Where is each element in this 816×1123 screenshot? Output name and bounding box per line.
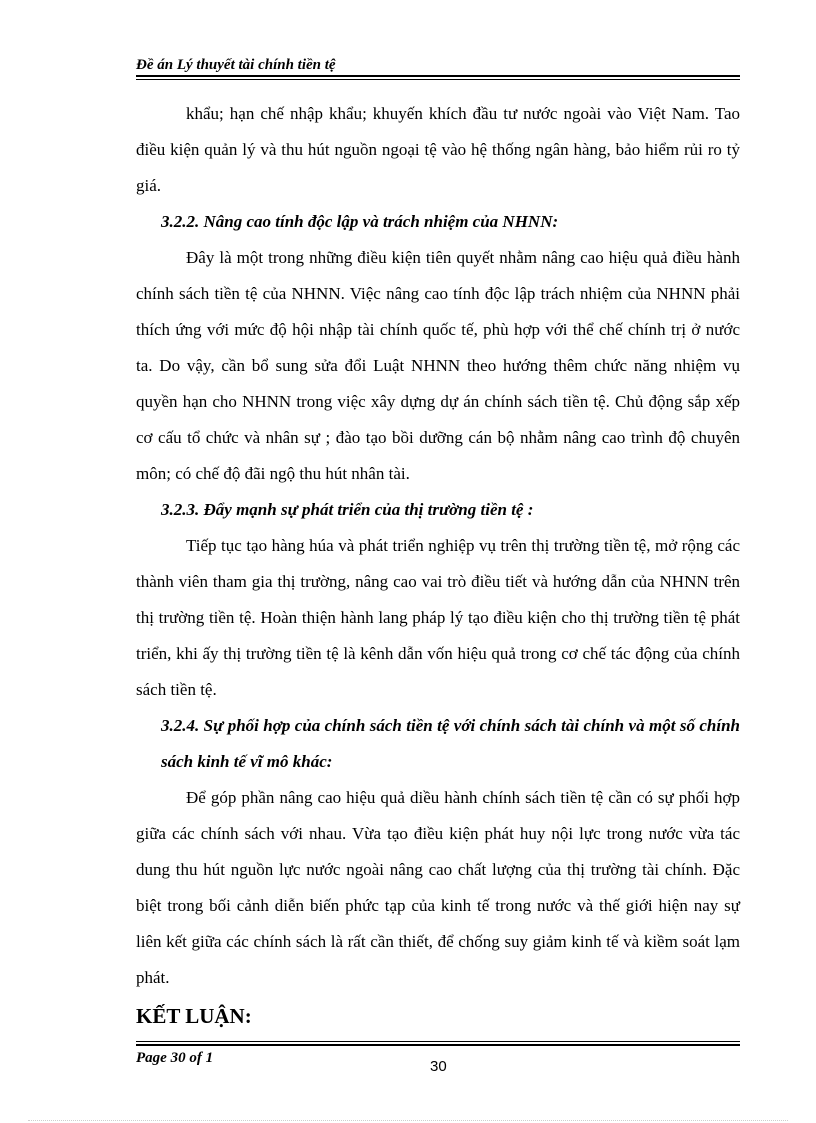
paragraph-3-2-3: Tiếp tục tạo hàng húa và phát triển nghiệp vụ trên thị trường tiền tệ, mở rộng các thành viên tham gia thị trường, nâng cao vai trò điều tiết và hướng dẫn của NHNN trên thị trường tiền tệ. Hoàn thiện hành lang pháp lý tạo điều kiện cho thị trường tiền tệ phát triển, khi ấy thị trường tiền tệ là kênh dẫn vốn hiệu quả trong cơ chế tác động của chính sách tiền tệ. — [136, 536, 740, 699]
conclusion-title: KẾT LUẬN: — [136, 1004, 252, 1028]
header-rule-thick — [136, 75, 740, 77]
paragraph-continuation: khẩu; hạn chế nhập khẩu; khuyến khích đầu tư nước ngoài vào Việt Nam. Tao điều kiện quản lý và thu hút nguồn ngoại tệ vào hệ thống ngân hàng, bảo hiểm rủi ro tỷ giá. — [136, 104, 740, 195]
footer-page-number: 30 — [430, 1058, 447, 1075]
footer-rule-thin — [136, 1041, 740, 1042]
heading-3-2-2: 3.2.2. Nâng cao tính độc lập và trách nhiệm của NHNN: — [161, 212, 559, 231]
document-body — [136, 96, 740, 1034]
footer-row — [136, 1046, 740, 1074]
footer-page-label: Page 30 of 1 — [136, 1050, 214, 1066]
heading-3-2-4: 3.2.4. Sự phối hợp của chính sách tiền tệ với chính sách tài chính và một số chính sách kinh tế vĩ mô khác: — [161, 716, 740, 771]
heading-3-2-3: 3.2.3. Đẩy mạnh sự phát triển của thị trường tiền tệ : — [161, 500, 534, 519]
bottom-dotted-rule — [28, 1120, 788, 1121]
header-title: Đề án Lý thuyết tài chính tiền tệ — [136, 57, 336, 73]
paragraph-3-2-4: Để góp phần nâng cao hiệu quả diều hành chính sách tiền tệ cần có sự phối hợp giữa các chính sách với nhau. Vừa tạo điều kiện phát huy nội lực trong nước vừa tác dung thu hút nguồn lực nước ngoài nâng cao chất lượng của thị trường tài chính. Đặc biệt trong bối cảnh diễn biến phức tạp của kinh tế trong nước và thế giới hiện nay sự liên kết giữa các chính sách là rất cần thiết, để chống suy giảm kinh tế và kiềm soát lạm phát. — [136, 788, 740, 987]
page-header — [136, 56, 740, 80]
header-rule-thin — [136, 79, 740, 80]
page-footer — [136, 1041, 740, 1074]
paragraph-3-2-2: Đây là một trong những điều kiện tiên quyết nhằm nâng cao hiệu quả điều hành chính sách tiền tệ của NHNN. Việc nâng cao tính độc lập trách nhiệm của NHNN phải thích ứng với mức độ hội nhập tài chính quốc tế, phù hợp với thể chế chính trị ở nước ta. Do vậy, cần bổ sung sửa đổi Luật NHNN theo hướng thêm chức năng nhiệm vụ quyền hạn cho NHNN trong việc xây dựng dự án chính sách tiền tệ. Chủ động sắp xếp cơ cấu tổ chức và nhân sự ; đào tạo bồi dưỡng cán bộ nhằm nâng cao trình độ chuyên môn; có chế độ đãi ngộ thu hút nhân tài. — [136, 248, 740, 483]
